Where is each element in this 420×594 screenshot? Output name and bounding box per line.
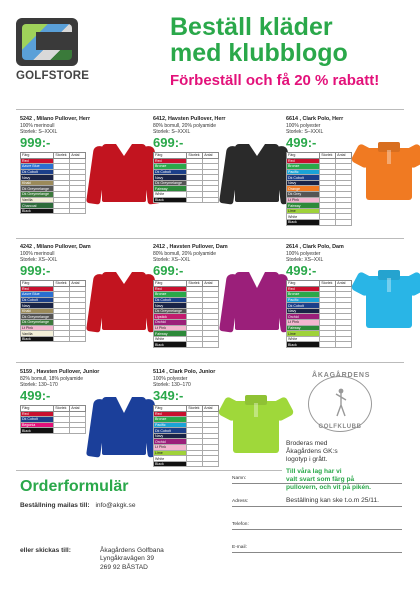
color-name: Dk Grey: [287, 192, 320, 198]
color-name: Navy: [287, 180, 320, 186]
club-logo: [290, 372, 390, 438]
embroidery-line-3: logotyp i grått.: [286, 456, 328, 464]
color-name: Navy: [287, 308, 320, 314]
embroidery-line-2: Åkagårdens GK:s: [286, 448, 338, 456]
divider: [16, 362, 404, 363]
golfstore-logo-mark: [16, 18, 78, 66]
product-name: 6614 , Clark Polo, Herr: [286, 116, 344, 122]
color-name: Pacific: [287, 297, 320, 303]
order-form-title: Orderformulär: [20, 478, 129, 495]
color-order-table: [20, 405, 86, 434]
color-name: Red: [21, 411, 54, 417]
phone-field-label: Telefon:: [232, 522, 249, 527]
title-line-2: med klubblogo: [170, 39, 348, 67]
garment-image: [221, 136, 293, 212]
address-line-3: 269 92 BÅSTAD: [100, 563, 148, 571]
size-input[interactable]: [187, 342, 203, 348]
color-name: White: [287, 336, 320, 342]
color-name: Lt Pink: [287, 197, 320, 203]
col-qty: Antal: [70, 152, 86, 158]
color-name: Dk Greymelange: [21, 186, 54, 192]
product-card: [20, 244, 150, 384]
color-name: Bronze: [287, 292, 320, 298]
product-material: 100% polyester: [286, 122, 321, 129]
table-row: [287, 220, 352, 226]
color-name: Navy: [21, 175, 54, 181]
color-order-table: [20, 152, 86, 215]
mail-label: Beställning mailas till:: [20, 502, 90, 509]
postal-address: [100, 547, 164, 572]
size-input[interactable]: [320, 220, 336, 226]
color-name: Bronze: [287, 164, 320, 170]
color-name: Fairway: [154, 331, 187, 337]
color-name: White: [287, 214, 320, 220]
col-qty: Antal: [70, 280, 86, 286]
color-name: Azure Blue: [21, 164, 54, 170]
color-order-table: [286, 152, 352, 226]
mail-link[interactable]: info@akgk.se: [95, 502, 136, 509]
product-material: 100% merinoull: [20, 250, 55, 257]
logo-text: GOLFSTORE: [16, 70, 90, 82]
club-logo-top-text: ÅKAGÅRDENS: [312, 372, 371, 379]
order-post-label: [20, 547, 71, 554]
color-name: Dk Cobolt: [287, 303, 320, 309]
qty-input[interactable]: [203, 342, 219, 348]
product-material: 100% polyester: [286, 250, 321, 257]
table-row: [21, 336, 86, 342]
color-name: Red: [287, 286, 320, 292]
color-name: Fairway: [287, 203, 320, 209]
address-field[interactable]: [232, 499, 402, 507]
order-deadline: Beställning kan ske t.o.m 25/11.: [286, 497, 379, 504]
color-name: Fairway: [154, 186, 187, 192]
color-name: Black: [21, 208, 54, 214]
color-name: Khaki: [21, 180, 54, 186]
qty-input[interactable]: [70, 336, 86, 342]
color-name: Dk Cobolt: [154, 297, 187, 303]
col-size: Storlek: [187, 152, 203, 158]
color-name: Dk Greymelange: [154, 180, 187, 186]
page-subtitle: Förbeställ och få 20 % rabatt!: [170, 72, 380, 89]
color-name: Navy: [21, 303, 54, 309]
color-order-table: [286, 280, 352, 349]
size-input[interactable]: [187, 197, 203, 203]
product-name: 5114 , Clark Polo, Junior: [153, 369, 216, 375]
team-line-3: pullovern, och vit på pikén.: [286, 484, 372, 492]
golfer-icon: [334, 388, 348, 418]
color-name: Orchid: [154, 320, 187, 326]
size-input[interactable]: [54, 208, 70, 214]
color-name: Vanilla: [21, 197, 54, 203]
product-price: 499:-: [20, 387, 51, 403]
product-price: 699:-: [153, 262, 184, 278]
embroidery-note: [286, 440, 404, 465]
product-material: 100% merinoull: [20, 122, 55, 129]
qty-input[interactable]: [70, 208, 86, 214]
color-name: Red: [287, 158, 320, 164]
color-name: Bronze: [154, 292, 187, 298]
size-input[interactable]: [320, 342, 336, 348]
product-sizes: Storlek: 130–170: [20, 381, 58, 388]
color-name: Dk Cobolt: [154, 169, 187, 175]
divider: [16, 470, 282, 471]
col-size: Storlek: [187, 280, 203, 286]
color-name: Black: [154, 197, 187, 203]
qty-input[interactable]: [203, 461, 219, 467]
color-name: Red: [154, 286, 187, 292]
color-name: Fairway: [287, 325, 320, 331]
product-name: 2614 , Clark Polo, Dam: [286, 244, 344, 250]
color-name: Dk Cobolt: [21, 417, 54, 423]
color-order-table: [153, 152, 219, 204]
product-name: 2412 , Havsten Pullover, Dam: [153, 244, 228, 250]
color-name: Black: [287, 220, 320, 226]
garment-image: [354, 264, 420, 340]
product-price: 499:-: [286, 262, 317, 278]
color-order-table: [20, 280, 86, 343]
product-sizes: Storlek: S–XXXL: [20, 128, 58, 135]
color-name: Black: [21, 336, 54, 342]
color-name: Dk Cobolt: [21, 297, 54, 303]
col-color: Färg: [21, 405, 54, 411]
color-name: Pacific: [154, 422, 187, 428]
color-name: Lt Pink: [154, 325, 187, 331]
col-size: Storlek: [320, 280, 336, 286]
color-name: Lime: [154, 450, 187, 456]
phone-field[interactable]: [232, 522, 402, 530]
col-qty: Antal: [203, 280, 219, 286]
garment-image: [221, 264, 293, 340]
color-name: Bronze: [154, 164, 187, 170]
product-sizes: Storlek: XS–XXL: [153, 256, 191, 263]
color-name: Black: [287, 342, 320, 348]
product-sizes: Storlek: S–XXXL: [286, 128, 324, 135]
divider: [16, 238, 404, 239]
product-price: 999:-: [20, 134, 51, 150]
color-name: Navy: [154, 433, 187, 439]
col-color: Färg: [154, 152, 187, 158]
product-card: [153, 116, 283, 256]
color-name: Lipstick: [154, 314, 187, 320]
email-field[interactable]: [232, 545, 402, 553]
color-name: Orchid: [287, 314, 320, 320]
garment-image: [354, 136, 420, 212]
address-line-2: Lyngåkravägen 39: [100, 555, 155, 563]
col-size: Storlek: [54, 152, 70, 158]
color-name: White: [154, 192, 187, 198]
product-sizes: Storlek: XS–XXL: [20, 256, 58, 263]
product-card: [153, 369, 283, 509]
color-name: Lime: [287, 331, 320, 337]
address-line-1: Åkagårdens Golfbana: [100, 547, 164, 554]
color-name: Dk Cobolt: [154, 428, 187, 434]
size-input[interactable]: [54, 336, 70, 342]
color-name: Black: [154, 342, 187, 348]
product-price: 349:-: [153, 387, 184, 403]
qty-input[interactable]: [70, 428, 86, 434]
garment-image: [88, 136, 160, 212]
col-qty: Antal: [70, 405, 86, 411]
color-name: Black: [154, 461, 187, 467]
color-name: Red: [21, 158, 54, 164]
product-name: 5159 , Havsten Pullover, Junior: [20, 369, 100, 375]
col-color: Färg: [154, 405, 187, 411]
address-field-label: Adress:: [232, 499, 249, 504]
col-qty: Antal: [203, 405, 219, 411]
col-color: Färg: [287, 280, 320, 286]
club-logo-bottom-text: GOLFKLUBB: [318, 424, 362, 430]
product-material: 100% polyester: [153, 375, 188, 382]
color-name: Vanilla: [21, 331, 54, 337]
col-qty: Antal: [336, 280, 352, 286]
product-name: 5242 , Milano Pullover, Herr: [20, 116, 91, 122]
table-row: [21, 428, 86, 434]
col-size: Storlek: [187, 405, 203, 411]
name-field-label: Namn:: [232, 476, 247, 481]
color-name: Dk Greymelange: [21, 192, 54, 198]
product-material: 80% bomull, 20% polyamide: [153, 122, 217, 129]
qty-input[interactable]: [336, 342, 352, 348]
product-card: [20, 116, 150, 256]
product-price: 999:-: [20, 262, 51, 278]
qty-input[interactable]: [203, 197, 219, 203]
product-sizes: Storlek: XS–XXL: [286, 256, 324, 263]
product-card: [286, 244, 416, 384]
product-card: [153, 244, 283, 384]
product-price: 699:-: [153, 134, 184, 150]
team-line-1: Till våra lag har vi: [286, 468, 342, 475]
product-name: 4242 , Milano Pullover, Dam: [20, 244, 91, 250]
garment-image: [88, 389, 160, 465]
col-color: Färg: [154, 280, 187, 286]
color-name: Lt Pink: [287, 320, 320, 326]
color-name: Khaki: [21, 308, 54, 314]
color-name: Orchid: [154, 439, 187, 445]
color-name: Pacific: [287, 169, 320, 175]
color-name: Azure Blue: [21, 292, 54, 298]
color-name: Dk Cobolt: [287, 175, 320, 181]
col-qty: Antal: [336, 152, 352, 158]
color-name: Red: [21, 286, 54, 292]
col-color: Färg: [21, 152, 54, 158]
title-line-1: Beställ kläder: [170, 13, 333, 41]
product-price: 499:-: [286, 134, 317, 150]
color-name: Lt Pink: [154, 445, 187, 451]
page-title: [170, 14, 348, 66]
color-name: Lime: [287, 208, 320, 214]
col-color: Färg: [21, 280, 54, 286]
product-card: [286, 116, 416, 256]
product-sizes: Storlek: S–XXXL: [153, 128, 191, 135]
col-color: Färg: [287, 152, 320, 158]
color-name: Dk Greymelange: [154, 308, 187, 314]
color-name: Red: [154, 411, 187, 417]
product-sizes: Storlek: 130–170: [153, 381, 191, 388]
col-size: Storlek: [54, 280, 70, 286]
color-order-table: [153, 405, 219, 468]
color-name: Navy: [154, 303, 187, 309]
post-label: eller skickas till:: [20, 547, 71, 554]
product-name: 6412, Havsten Pullover, Herr: [153, 116, 226, 122]
divider: [16, 109, 404, 110]
color-name: Lt Pink: [21, 325, 54, 331]
garment-image: [88, 264, 160, 340]
color-name: Red: [154, 158, 187, 164]
color-name: Orange: [287, 186, 320, 192]
color-name: Begonia: [21, 422, 54, 428]
color-name: Bronze: [154, 417, 187, 423]
embroidery-line-1: Broderas med: [286, 440, 328, 447]
color-order-table: [153, 280, 219, 349]
garment-image: [221, 389, 293, 465]
color-name: Navy: [154, 175, 187, 181]
col-size: Storlek: [54, 405, 70, 411]
email-field-label: E-mail:: [232, 545, 247, 550]
table-row: [154, 342, 219, 348]
color-name: White: [154, 456, 187, 462]
color-name: White: [154, 336, 187, 342]
color-name: Black: [21, 428, 54, 434]
product-material: 80% bomull, 20% polyamide: [153, 250, 217, 257]
qty-input[interactable]: [336, 220, 352, 226]
product-material: 82% bomull, 18% polyamide: [20, 375, 84, 382]
color-name: Charcoal: [21, 203, 54, 209]
order-mail-row: [20, 502, 136, 509]
table-row: [287, 342, 352, 348]
size-input[interactable]: [187, 461, 203, 467]
table-row: [21, 208, 86, 214]
color-name: Dk Greymelange: [21, 314, 54, 320]
col-qty: Antal: [203, 152, 219, 158]
table-row: [154, 461, 219, 467]
golfstore-logo: [16, 18, 96, 92]
table-row: [154, 197, 219, 203]
col-size: Storlek: [320, 152, 336, 158]
color-name: Dk Cobolt: [21, 169, 54, 175]
color-name: Dk Greymelange: [21, 320, 54, 326]
size-input[interactable]: [54, 428, 70, 434]
name-field[interactable]: [232, 476, 402, 484]
team-line-2: valt svart som färg på: [286, 476, 355, 484]
